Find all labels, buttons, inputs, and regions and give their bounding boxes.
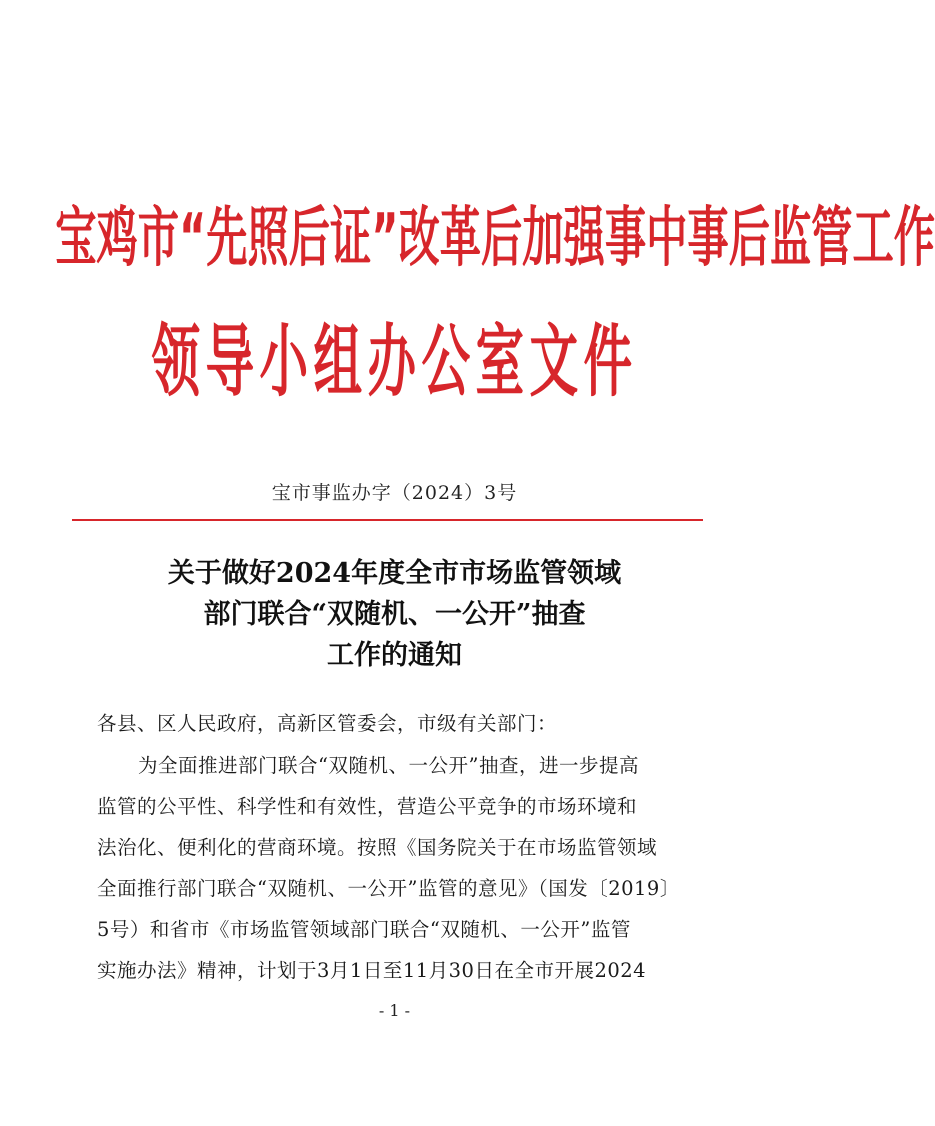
notice-title-line3: 工作的通知	[327, 640, 462, 671]
body-line: 5号）和省市《市场监管领域部门联合“双随机、一公开”监管	[97, 918, 631, 941]
body-line: 全面推行部门联合“双随机、一公开”监管的意见》（国发〔2019〕	[97, 877, 680, 900]
body-line: 监管的公平性、科学性和有效性，营造公平竞争的市场环境和	[97, 795, 638, 818]
body-line: 法治化、便利化的营商环境。按照《国务院关于在市场监管领域	[97, 836, 658, 859]
notice-title-line2: 部门联合“双随机、一公开”抽查	[203, 599, 586, 630]
red-header-line2: 领导小组办公室文件	[151, 315, 638, 408]
document-number: 宝市事监办字（2024）3号	[271, 482, 518, 504]
page-number: - 1 -	[378, 1001, 411, 1020]
red-divider	[72, 519, 703, 521]
red-header-line1: 宝鸡市“先照后证”改革后加强事中事后监管工作	[55, 199, 935, 276]
salutation: 各县、区人民政府，高新区管委会，市级有关部门：	[97, 712, 558, 735]
notice-title-line1: 关于做好2024年度全市市场监管领域	[167, 558, 622, 589]
body-line: 为全面推进部门联合“双随机、一公开”抽查，进一步提高	[138, 754, 639, 777]
body-line: 实施办法》精神，计划于3月1日至11月30日在全市开展2024	[97, 959, 647, 982]
